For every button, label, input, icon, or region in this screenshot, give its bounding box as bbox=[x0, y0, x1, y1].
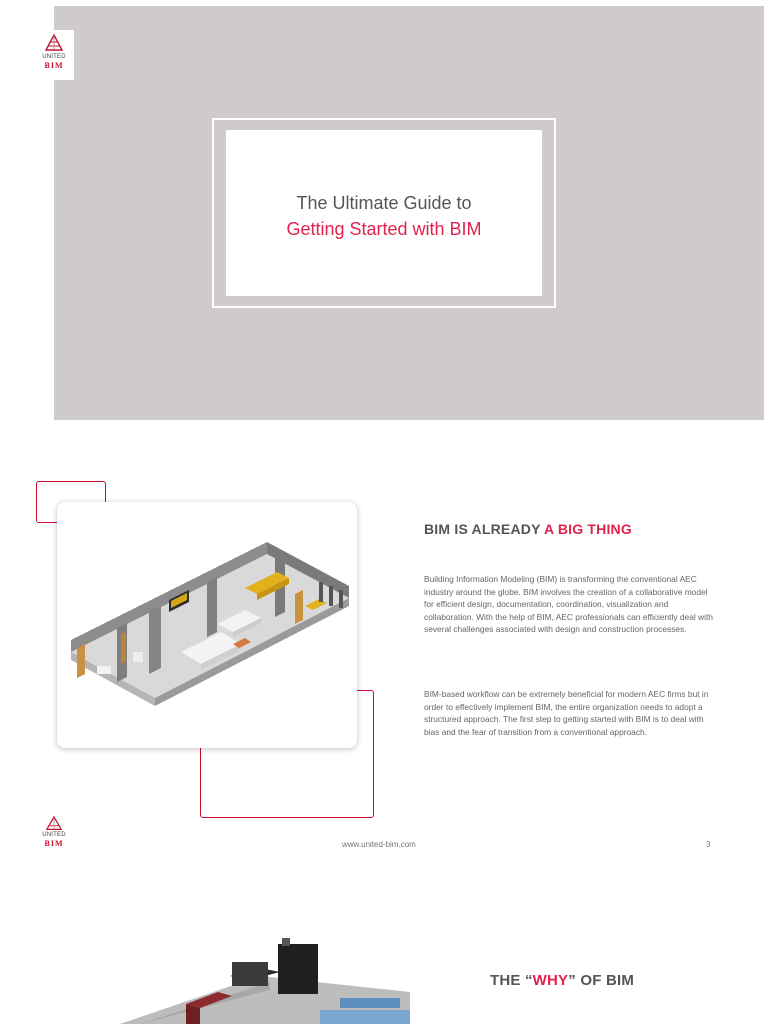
page-number: 3 bbox=[706, 840, 711, 849]
united-bim-logo-icon bbox=[45, 816, 63, 832]
logo-text-bim: BIM bbox=[44, 839, 64, 848]
cover-title-line1: The Ultimate Guide to bbox=[296, 193, 472, 213]
section-heading-big-thing bbox=[424, 521, 632, 537]
logo-text-united: UNITED bbox=[42, 54, 66, 60]
why-heading-before: THE “ bbox=[490, 972, 533, 989]
brand-logo-footer bbox=[34, 816, 74, 856]
cover-title-line2: Getting Started with BIM bbox=[286, 219, 482, 239]
paragraph-bim-workflow: BIM-based workflow can be extremely beneficial for modern AEC firms but in order to effectively implement BIM, the entire organization needs to adopt a structured approach. The first step to getting started with BIM is to deal with bias and the fear of transition from a conventional approach. bbox=[424, 689, 709, 737]
logo-text-united: UNITED bbox=[42, 832, 66, 838]
apartment-model-image bbox=[57, 502, 357, 748]
paragraph-bim-intro: Building Information Modeling (BIM) is transforming the conventional AEC industry around the globe. BIM involves the creation of a collaborative model for efficient design, documentation, coordination, visualization and collaboration. With the help of BIM, AEC professionals can efficiently deal with several challenges associated with design and construction processes. bbox=[424, 574, 713, 635]
footer-website-link[interactable]: www.united-bim.com bbox=[342, 840, 416, 849]
why-heading-accent: WHY bbox=[532, 972, 569, 989]
brand-logo-top bbox=[34, 30, 74, 80]
cover-title-box bbox=[226, 130, 542, 296]
heading-accent-text: A BIG THING bbox=[543, 521, 632, 537]
section-heading-why-of-bim bbox=[490, 972, 634, 989]
why-heading-after: ” OF BIM bbox=[568, 972, 635, 989]
logo-text-bim: BIM bbox=[44, 61, 64, 70]
building-model-image bbox=[120, 932, 420, 1024]
cover-title-frame bbox=[212, 118, 556, 308]
heading-plain-text: BIM IS ALREADY bbox=[424, 521, 544, 537]
united-bim-logo-icon bbox=[44, 34, 64, 54]
